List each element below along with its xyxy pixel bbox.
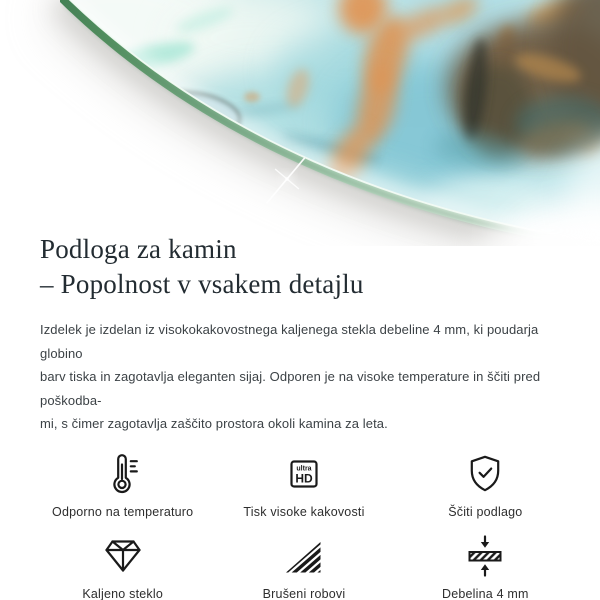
- features-grid: [0, 451, 600, 600]
- feature-label: Odporno na temperaturo: [52, 504, 194, 519]
- fireplace-glass-photo: [0, 0, 600, 246]
- thickness-arrows-icon: [462, 533, 508, 579]
- thermometer-icon: [100, 451, 146, 497]
- page-title-line1: Podloga za kamin: [40, 234, 237, 264]
- feature-label: Brušeni robovi: [262, 586, 346, 600]
- feature-item-temperature: [32, 451, 213, 519]
- feature-label: Ščiti podlago: [448, 504, 523, 519]
- diamond-icon: [100, 533, 146, 579]
- description-line: Izdelek je izdelan iz visokokakovostnega kaljenega stekla debeline 4 mm, ki poudarja globino: [40, 322, 539, 361]
- ultra-hd-icon-text-top: ultra: [296, 465, 312, 472]
- feature-item-thickness: [395, 533, 576, 600]
- description-line: mi, s čimer zagotavlja zaščito prostora okoli kamina za leta.: [40, 416, 388, 431]
- product-description: [40, 318, 560, 436]
- feature-item-polished-edges: [213, 533, 394, 600]
- feature-item-protects-surface: [395, 451, 576, 519]
- feature-item-print-quality: [213, 451, 394, 519]
- page-title-line2: – Popolnost v vsakem detajlu: [40, 268, 364, 299]
- feature-label: Debelina 4 mm: [441, 586, 529, 600]
- feature-item-tempered-glass: [32, 533, 213, 600]
- ultra-hd-icon: [281, 451, 327, 497]
- beveled-edges-icon: [281, 533, 327, 579]
- shield-check-icon: [462, 451, 508, 497]
- description-line: barv tiska in zagotavlja eleganten sijaj. Odporen je na visoke temperature in ščiti pred poškodba-: [40, 369, 541, 408]
- feature-label: Kaljeno steklo: [82, 586, 163, 600]
- feature-label: Tisk visoke kakovosti: [243, 504, 365, 519]
- ultra-hd-icon-text-bottom: HD: [295, 471, 313, 485]
